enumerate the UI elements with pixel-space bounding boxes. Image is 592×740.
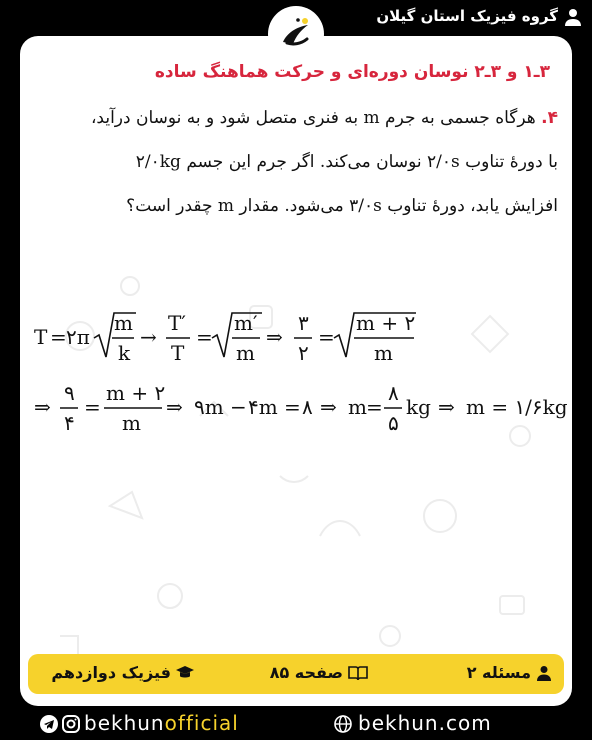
sym-eq-6: = xyxy=(366,395,383,419)
bottom-bar xyxy=(0,706,592,740)
frac-m-2: m xyxy=(236,341,255,365)
sym-imp-4: ⇒ xyxy=(320,395,337,419)
page-label: صفحه ۸۵ xyxy=(269,663,343,682)
term-9m: ۹m xyxy=(194,395,224,419)
social-handle[interactable]: bekhunofficial xyxy=(84,711,239,735)
sym-eq-2: = xyxy=(196,325,213,349)
user-icon xyxy=(564,8,582,26)
graduation-cap-icon xyxy=(176,665,194,681)
group-title: گروه فیزیک استان گیلان xyxy=(376,7,558,25)
solution-line-2 xyxy=(34,368,572,448)
frac-Tp: T′ xyxy=(168,311,186,335)
frac-m-4: m xyxy=(122,411,141,435)
page-label-group xyxy=(270,663,368,682)
problem-line-1: ۴. هرگاه جسمی به جرم m به فنری متصل شود و به نوسان درآید، xyxy=(90,108,558,128)
solution-line-1 xyxy=(34,298,454,378)
term-eight: ۸ xyxy=(302,395,313,419)
frac-m-plus-2-b: m + ۲ xyxy=(106,381,166,405)
sym-eq: = xyxy=(50,325,67,349)
user-icon xyxy=(536,665,552,681)
website-link[interactable]: bekhun.com xyxy=(358,711,492,735)
course-label: فیزیک دوازدهم xyxy=(51,663,171,682)
telegram-icon[interactable] xyxy=(40,715,58,733)
sym-arrow: → xyxy=(140,325,157,349)
sym-imp-2: ⇒ xyxy=(34,395,51,419)
term-4m: ۴m xyxy=(248,395,278,419)
frac-T: T xyxy=(171,341,185,365)
frac-four: ۴ xyxy=(64,411,75,435)
final-result: m = ۱/۶kg xyxy=(466,395,568,419)
problem-statement xyxy=(28,96,558,228)
problem-label: مسئله ۲ xyxy=(466,663,531,682)
bekhun-logo-icon xyxy=(274,12,318,56)
sym-eq-4: = xyxy=(84,395,101,419)
sym-imp: ⇒ xyxy=(266,325,283,349)
brand-logo xyxy=(268,6,324,62)
unit-kg: kg xyxy=(406,395,431,419)
sym-T: T xyxy=(34,325,48,349)
frac-two: ۲ xyxy=(298,341,309,365)
instagram-icon[interactable] xyxy=(62,715,80,733)
frac-eight: ۸ xyxy=(388,381,399,405)
problem-number: ۴. xyxy=(541,108,558,128)
footer-info-bar xyxy=(28,654,564,694)
sym-eq-5: = xyxy=(284,395,301,419)
sym-minus: − xyxy=(230,395,247,419)
frac-m: m xyxy=(114,311,133,335)
frac-m-plus-2: m + ۲ xyxy=(356,311,416,335)
sym-imp-3: ⇒ xyxy=(166,395,183,419)
frac-m-3: m xyxy=(374,341,393,365)
problem-label-group xyxy=(467,663,552,682)
frac-five: ۵ xyxy=(388,411,399,435)
sym-2pi: ۲π xyxy=(66,325,90,349)
term-m: m xyxy=(348,395,367,419)
problem-line-2: با دورهٔ تناوب ۲/۰s نوسان می‌کند. اگر جرم این جسم ۲/۰kg xyxy=(135,152,558,172)
course-label-group xyxy=(51,663,194,682)
open-book-icon xyxy=(348,665,368,681)
globe-icon xyxy=(334,715,352,733)
content-card xyxy=(20,36,572,706)
frac-mp: m′ xyxy=(234,311,258,335)
section-heading: ۳ـ۱ و ۳ـ۲ نوسان دوره‌ای و حرکت هماهنگ ساده xyxy=(154,62,550,82)
frac-nine: ۹ xyxy=(64,381,75,405)
problem-line-3: افزایش یابد، دورهٔ تناوب ۳/۰s می‌شود. مقدار m چقدر است؟ xyxy=(126,196,558,216)
sym-imp-5: ⇒ xyxy=(438,395,455,419)
frac-k: k xyxy=(118,341,131,365)
frac-three: ۳ xyxy=(298,311,309,335)
sym-eq-3: = xyxy=(318,325,335,349)
